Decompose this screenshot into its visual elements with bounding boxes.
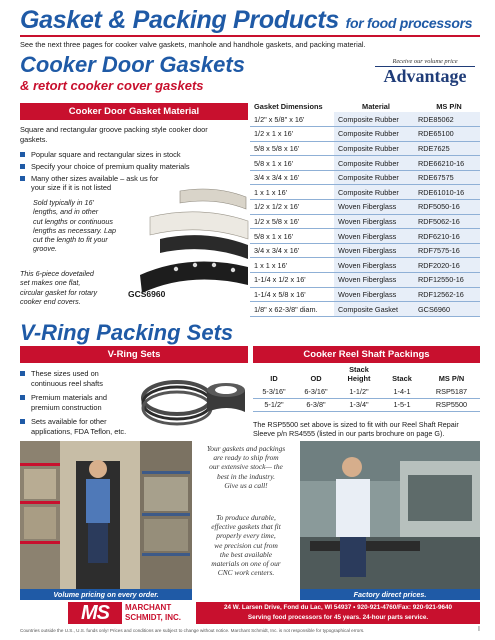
table-row <box>250 141 480 156</box>
cnc-photo <box>300 441 480 589</box>
note-line: Sold typically in 16' <box>33 198 94 207</box>
fiberglass-gasket-top <box>180 189 246 209</box>
note-line: lengths, and in other <box>33 207 99 217</box>
promo-line: properly every time, <box>216 531 276 541</box>
list-item <box>20 417 107 427</box>
rubber-gasket-strip <box>160 235 248 259</box>
dovetail-hole <box>212 263 216 267</box>
table-cell: 1/2 x 1/2 x 16' <box>250 200 334 215</box>
advantage-text: Advantage <box>383 66 467 86</box>
table-cell: Composite Rubber <box>334 141 414 156</box>
vring-bar: V-Ring Sets <box>20 346 248 363</box>
table-cell: RDF5062-16 <box>414 214 480 229</box>
dovetail-note <box>20 269 97 306</box>
table-cell: 1-1/2" <box>337 385 381 398</box>
table-row <box>250 200 480 215</box>
table-cell: Composite Rubber <box>334 112 414 127</box>
note-line: The RSP5500 set above is sized to fit with our Reel Shaft Repair <box>253 420 459 429</box>
reel-note <box>253 420 459 439</box>
column-header <box>337 365 381 385</box>
page-number: I <box>478 626 480 633</box>
table-cell: RSP5187 <box>423 385 480 398</box>
dovetail-hole <box>174 267 178 271</box>
fiberglass-gasket-white <box>150 212 248 239</box>
table-row <box>250 302 480 317</box>
list-item-text: Sets available for other <box>31 417 107 426</box>
table-row <box>250 214 480 229</box>
cnc-illustration <box>300 441 480 589</box>
gasket-samples-image <box>120 183 250 323</box>
promo-line: are ready to ship from <box>213 453 279 463</box>
list-item-text: Many other sizes available – ask us for <box>31 174 159 183</box>
table-cell: 3/4 x 3/4 x 16' <box>250 243 334 258</box>
left-photo-caption: Volume pricing on every order. <box>20 589 192 600</box>
list-item <box>20 174 159 184</box>
page-title <box>20 6 472 35</box>
cooker-material-bar: Cooker Door Gasket Material <box>20 103 248 120</box>
table-cell: 1/2" x 5/8" x 16' <box>250 112 334 127</box>
column-header: MS P/N <box>436 101 462 111</box>
company-address: 24 W. Larsen Drive, Fond du Lac, WI 54937 • 920-921-4760/Fax: 920-921-9640 <box>224 604 452 611</box>
table-cell: 6-3/8" <box>295 398 337 411</box>
table-cell: 1/2 x 5/8 x 16' <box>250 214 334 229</box>
list-item-text: Premium materials and <box>31 393 107 402</box>
table-row <box>250 229 480 244</box>
column-header: MS P/N <box>438 374 465 383</box>
advantage-small-text: Receive our volume price <box>392 58 458 65</box>
page-title-main: Gasket & Packing Products <box>20 6 340 34</box>
list-item-continuation: premium construction <box>31 403 102 412</box>
column-header: Gasket Dimensions <box>254 101 323 111</box>
table-row <box>250 287 480 302</box>
table-cell: 5/8 x 1 x 16' <box>250 229 334 244</box>
bullet-icon <box>20 371 25 376</box>
table-cell: Woven Fiberglass <box>334 243 414 258</box>
promo-line: best in the industry. <box>217 471 275 481</box>
table-cell: 1-4-1 <box>381 385 423 398</box>
table-cell: RDF6210-16 <box>414 229 480 244</box>
vring-stack-bore <box>215 386 237 394</box>
list-item-text: Specify your choice of premium quality materials <box>31 162 190 171</box>
list-item-continuation: applications, FDA Teflon, etc. <box>31 427 127 436</box>
table-cell: RSP5500 <box>423 398 480 411</box>
table-row <box>250 273 480 288</box>
table-cell: 1 x 1 x 16' <box>250 185 334 200</box>
table-cell: 1 x 1 x 16' <box>250 258 334 273</box>
table-cell: RDE61010-16 <box>414 185 480 200</box>
table-row <box>253 385 480 398</box>
table-cell: Composite Rubber <box>334 185 414 200</box>
cooker-desc-line1: Square and rectangular groove packing style cooker door <box>20 125 208 134</box>
list-item <box>20 369 99 379</box>
note-line: Sleeve p/n RS4555 (listed in our parts brochure on page G). <box>253 429 445 439</box>
table-cell: Composite Rubber <box>334 156 414 171</box>
table-cell: 5/8 x 1 x 16' <box>250 156 334 171</box>
company-name-line: MARCHANT <box>125 603 172 612</box>
dovetail-hole <box>231 268 235 272</box>
list-item-text: Popular square and rectangular sizes in stock <box>31 150 181 159</box>
disclaimer: Countries outside the U.S., U.S. funds only! Prices and conditions are subject to change without notice. Marchant Schmidt, Inc. is not responsible for typographical errors. <box>20 628 365 633</box>
bullet-icon <box>20 164 25 169</box>
list-item-continuation: continuous reel shafts <box>31 379 103 388</box>
dovetail-code: GCS6960 <box>128 289 166 299</box>
table-cell: RDF12562-16 <box>414 287 480 302</box>
table-cell: 6-3/16" <box>295 385 337 398</box>
column-header: Stack <box>392 374 412 383</box>
warehouse-illustration <box>20 441 192 589</box>
note-line: lengths as necessary. Lap <box>33 225 116 235</box>
warehouse-photo <box>20 441 192 589</box>
table-cell: 5-1/2" <box>253 398 295 411</box>
table-cell: Composite Rubber <box>334 170 414 185</box>
column-header: ID <box>270 374 278 383</box>
table-row <box>250 127 480 142</box>
reel-table <box>253 365 480 412</box>
table-cell: Woven Fiberglass <box>334 214 414 229</box>
table-cell: Composite Gasket <box>334 302 414 317</box>
promo-line: Give us a call! <box>224 480 268 490</box>
promo-line: materials on one of our <box>211 559 281 569</box>
table-row <box>253 398 480 411</box>
bullet-icon <box>20 152 25 157</box>
table-cell: 5-3/16" <box>253 385 295 398</box>
table-cell: RDE85062 <box>414 112 480 127</box>
company-name-line: SCHMIDT, INC. <box>125 613 181 622</box>
list-item <box>20 162 190 172</box>
vring-section-title: V-Ring Packing Sets <box>20 320 234 345</box>
table-cell: 1/2 x 1 x 16' <box>250 127 334 142</box>
table-cell: RDF5050-16 <box>414 200 480 215</box>
cooker-length-note <box>33 198 116 254</box>
promo-line: the best available <box>219 549 273 559</box>
header-line: Height <box>347 374 371 383</box>
table-cell: RDF7575-16 <box>414 243 480 258</box>
list-item-continuation: your size if it is not listed <box>31 183 112 192</box>
cooker-section-subtitle: & retort cooker cover gaskets <box>20 78 204 93</box>
reel-bar: Cooker Reel Shaft Packings <box>253 346 480 363</box>
promo-text-cnc <box>194 513 298 577</box>
table-cell: Composite Rubber <box>334 127 414 142</box>
contact-bar <box>196 602 480 624</box>
table-cell: 5/8 x 5/8 x 16' <box>250 141 334 156</box>
promo-line: effective gaskets that fit <box>211 522 281 532</box>
right-photo-caption: Factory direct prices. <box>300 589 480 600</box>
note-line: circular gasket for rotary <box>20 287 98 297</box>
bullet-icon <box>20 176 25 181</box>
table-row <box>250 185 480 200</box>
page-title-suffix: for food processors <box>345 15 473 31</box>
column-header: Material <box>362 101 390 111</box>
promo-line: CNC work centers. <box>217 568 275 578</box>
table-cell: RDE65100 <box>414 127 480 142</box>
promo-line: To produce durable, <box>216 513 276 522</box>
note-line: cut lengths or continuous <box>33 216 113 226</box>
table-row <box>250 112 480 127</box>
cooker-desc-line2: gaskets. <box>20 135 48 144</box>
advantage-badge <box>375 58 475 86</box>
table-cell: 1-3/4" <box>337 398 381 411</box>
header-line: Stack <box>349 365 369 374</box>
promo-line: Your gaskets and packings <box>206 444 286 453</box>
promo-line: our extensive stock— the <box>209 462 283 472</box>
table-header-row <box>250 100 480 112</box>
table-row <box>250 170 480 185</box>
table-cell: Woven Fiberglass <box>334 287 414 302</box>
table-cell: RDE67575 <box>414 170 480 185</box>
table-cell: 3/4 x 3/4 x 16' <box>250 170 334 185</box>
promo-text-stock <box>194 444 298 490</box>
note-line: This 6-piece dovetailed <box>20 269 94 278</box>
note-line: cut the length to fit your <box>33 235 108 245</box>
gasket-table <box>250 100 480 317</box>
table-row <box>250 243 480 258</box>
list-item-text: These sizes used on <box>31 369 99 378</box>
table-header-row <box>253 365 480 385</box>
table-cell: RDF12550-16 <box>414 273 480 288</box>
column-header: OD <box>310 374 322 383</box>
table-cell: 1-5-1 <box>381 398 423 411</box>
bullet-icon <box>20 419 25 424</box>
list-item <box>20 150 181 160</box>
title-rule <box>20 35 480 37</box>
table-cell: 1-1/4 x 5/8 x 16' <box>250 287 334 302</box>
bullet-icon <box>20 395 25 400</box>
list-item <box>20 393 107 403</box>
note-line: groove. <box>33 244 57 254</box>
table-cell: RDE66210-16 <box>414 156 480 171</box>
promo-line: we precision cut from <box>214 540 278 550</box>
table-cell: Woven Fiberglass <box>334 273 414 288</box>
table-cell: RDF2020-16 <box>414 258 480 273</box>
table-cell: 1/8" x 62-3/8" diam. <box>250 302 334 317</box>
intro-text: See the next three pages for cooker valve gaskets, manhole and handhole gaskets, and packing material. <box>20 40 366 49</box>
table-cell: RDE7625 <box>414 141 480 156</box>
table-cell: Woven Fiberglass <box>334 258 414 273</box>
table-row <box>250 156 480 171</box>
company-logo: MS <box>68 602 122 624</box>
note-line: set makes one flat, <box>20 278 81 288</box>
company-tagline: Serving food processors for 45 years. 24-hour parts service. <box>247 614 429 621</box>
note-line: cooker end covers. <box>20 296 81 306</box>
cooker-section-title: Cooker Door Gaskets <box>20 52 245 77</box>
vring-image <box>135 372 250 432</box>
table-cell: 1-1/4 x 1/2 x 16' <box>250 273 334 288</box>
dovetail-hole <box>193 263 197 267</box>
table-cell: GCS6960 <box>414 302 480 317</box>
company-name <box>125 603 181 623</box>
table-cell: Woven Fiberglass <box>334 200 414 215</box>
table-row <box>250 258 480 273</box>
table-cell: Woven Fiberglass <box>334 229 414 244</box>
